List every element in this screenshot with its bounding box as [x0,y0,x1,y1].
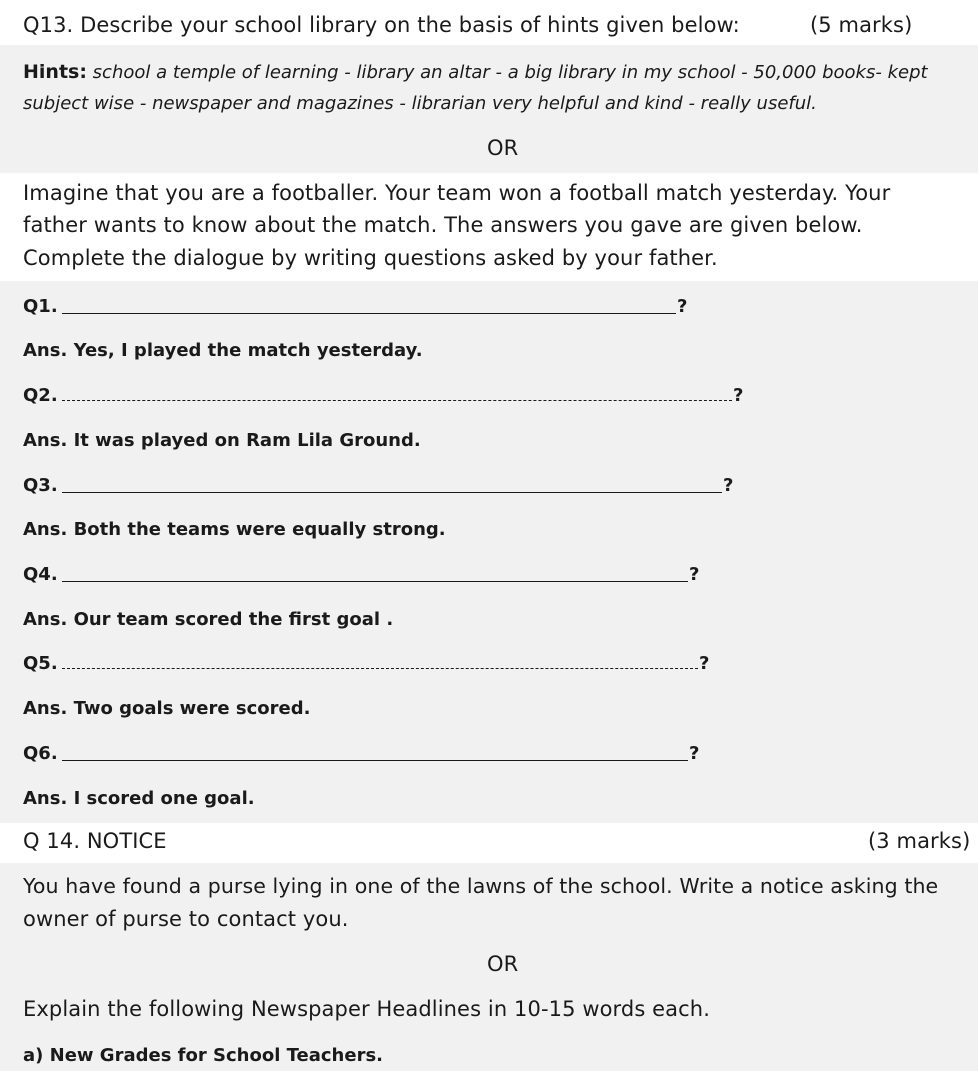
question-label: Q2. [23,385,58,406]
q14-para-line2: owner of purse to contact you. [23,907,349,931]
hints-label: Hints: [23,61,87,83]
question-mark: ? [677,296,688,317]
q14-item-a: a) New Grades for School Teachers. [23,1045,383,1066]
answer-line[interactable] [62,400,732,401]
q13-marks: (5 marks) [810,13,913,37]
question-mark: ? [689,564,700,585]
q14-heading: Q 14. NOTICE [23,829,167,853]
question-label: Q1. [23,296,58,317]
question-mark: ? [733,385,744,406]
question-label: Q5. [23,653,58,674]
band-dialogue [0,281,978,823]
answer-line[interactable] [62,581,688,582]
answer-text: Ans. Yes, I played the match yesterday. [23,340,423,361]
question-label: Q3. [23,475,58,496]
q14-para-line1: You have found a purse lying in one of the lawns of the school. Write a notice asking the [23,874,939,898]
answer-text: Ans. Two goals were scored. [23,698,311,719]
question-mark: ? [689,743,700,764]
q14-or: OR [487,952,519,976]
q13-para-line2: father wants to know about the match. The answers you gave are given below. [23,213,863,237]
question-label: Q4. [23,564,58,585]
hints-text-1: school a temple of learning - library an altar - a big library in my school - 50,000 books- kept [92,62,928,83]
q13-heading: Q13. Describe your school library on the basis of hints given below: [23,13,740,37]
question-mark: ? [699,653,710,674]
q13-hints-line2 [23,93,817,114]
answer-text: Ans. I scored one goal. [23,788,255,809]
answer-line[interactable] [62,668,698,669]
q13-para-line3: Complete the dialogue by writing questions asked by your father. [23,246,718,270]
q13-or: OR [487,136,519,160]
answer-line[interactable] [62,492,722,493]
question-mark: ? [723,475,734,496]
answer-text: Ans. Both the teams were equally strong. [23,519,446,540]
answer-line[interactable] [62,760,688,761]
q13-hints-line1 [23,61,928,83]
question-label: Q6. [23,743,58,764]
hints-text-2: subject wise - newspaper and magazines - librarian very helpful and kind - really useful. [23,93,817,114]
answer-line[interactable] [62,313,676,314]
q13-para-line1: Imagine that you are a footballer. Your team won a football match yesterday. Your [23,181,891,205]
answer-text: Ans. Our team scored the first goal . [23,609,394,630]
q14-marks: (3 marks) [868,829,971,853]
answer-text: Ans. It was played on Ram Lila Ground. [23,430,421,451]
q14-explain: Explain the following Newspaper Headlines in 10-15 words each. [23,997,710,1021]
